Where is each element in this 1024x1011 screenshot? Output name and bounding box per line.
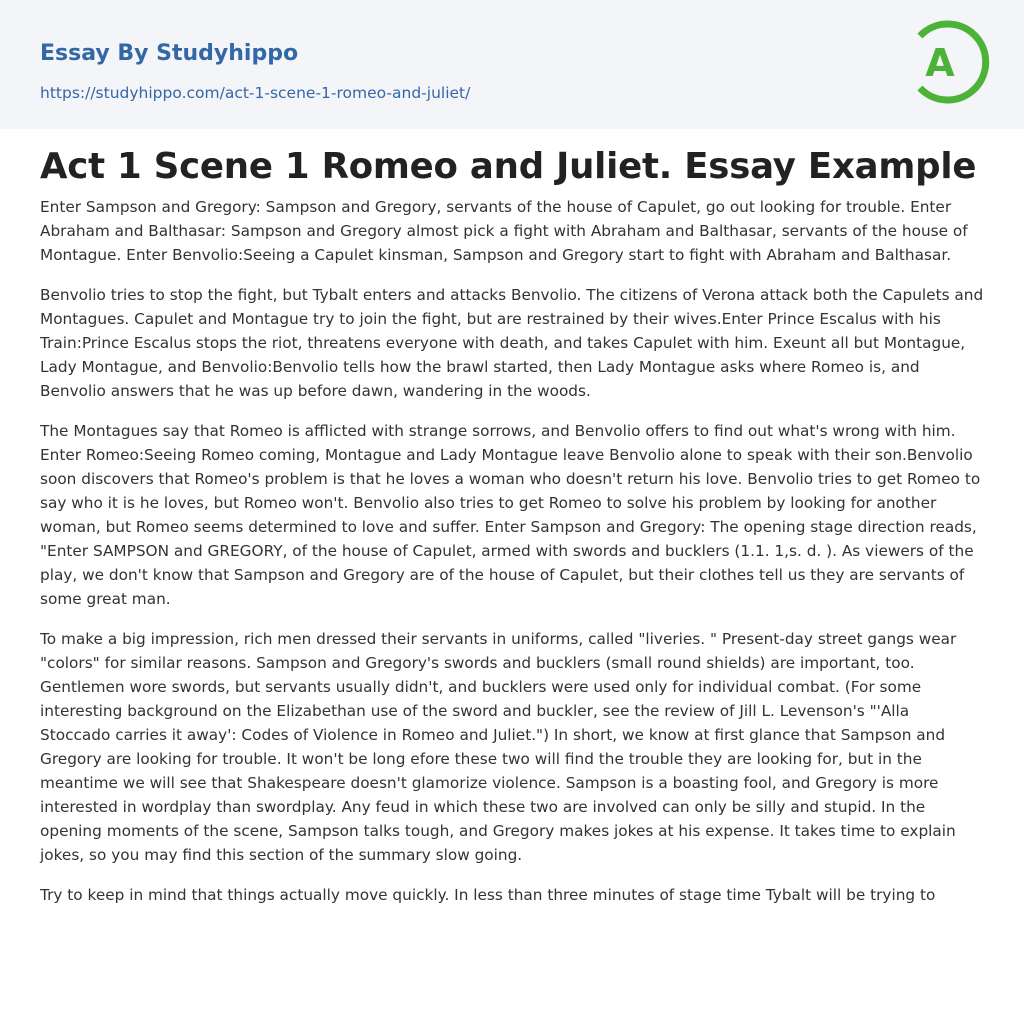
logo-svg [910,16,990,108]
studyhippo-logo-icon[interactable] [910,16,990,108]
essay-paragraph-4: To make a big impression, rich men dressed their servants in uniforms, called "liveries. " Present-day street gangs wear "colors" for similar reasons. Sampson and Gregory's swords and bucklers (small round shields) are important, too. Gentlemen wore swords, but servants usually didn't, and bucklers were used only for individual combat. (For some interesting background on the Elizabethan use of the sword and buckler, see the review of Jill L. Levenson's "'Alla Stoccado carries it away': Codes of Violence in Romeo and Juliet.") In short, we know at first glance that Sampson and Gregory are looking for trouble. It won't be long efore these two will find the trouble they are looking for, but in the meantime we will see that Shakespeare doesn't glamorize violence. Sampson is a boasting fool, and Gregory is more interested in wordplay than swordplay. Any feud in which these two are involved can only be silly and stupid. In the opening moments of the scene, Sampson talks tough, and Gregory makes jokes at his expense. It takes time to explain jokes, so you may find this section of the summary slow going. [40,630,957,864]
essay-paragraph-5: Try to keep in mind that things actually move quickly. In less than three minutes of stage time Tybalt will be trying to [40,886,936,904]
site-header [0,0,1024,129]
source-url-link[interactable]: https://studyhippo.com/act-1-scene-1-romeo-and-juliet/ [40,84,471,102]
logo-letter: A [925,41,955,85]
essay-paragraph-2: Benvolio tries to stop the fight, but Tybalt enters and attacks Benvolio. The citizens of Verona attack both the Capulets and Montagues. Capulet and Montague try to join the fight, but are restrained by their wives.Enter Prince Escalus with his Train:Prince Escalus stops the riot, threatens everyone with death, and takes Capulet with him. Exeunt all but Montague, Lady Montague, and Benvolio:Benvolio tells how the brawl started, then Lady Montague asks where Romeo is, and Benvolio answers that he was up before dawn, wandering in the woods. [40,286,984,400]
essay-paragraph-1: Enter Sampson and Gregory: Sampson and Gregory, servants of the house of Capulet, go out looking for trouble. Enter Abraham and Balthasar: Sampson and Gregory almost pick a fight with Abraham and Balthasar, servants of the house of Montague. Enter Benvolio:Seeing a Capulet kinsman, Sampson and Gregory start to fight with Abraham and Balthasar. [40,198,968,264]
page-title: Act 1 Scene 1 Romeo and Juliet. Essay Example [40,146,977,187]
site-brand[interactable]: Essay By Studyhippo [40,41,299,66]
essay-paragraph-3: The Montagues say that Romeo is afflicted with strange sorrows, and Benvolio offers to find out what's wrong with him. Enter Romeo:Seeing Romeo coming, Montague and Lady Montague leave Benvolio alone to speak with their son.Benvolio soon discovers that Romeo's problem is that he loves a woman who doesn't return his love. Benvolio tries to get Romeo to say who it is he loves, but Romeo won't. Benvolio also tries to get Romeo to solve his problem by looking for another woman, but Romeo seems determined to love and suffer. Enter Sampson and Gregory: The opening stage direction reads, "Enter SAMPSON and GREGORY, of the house of Capulet, armed with swords and bucklers (1.1. 1,s. d. ). As viewers of the play, we don't know that Sampson and Gregory are of the house of Capulet, but their clothes tell us they are servants of some great man. [40,422,981,608]
essay-body [40,195,984,923]
